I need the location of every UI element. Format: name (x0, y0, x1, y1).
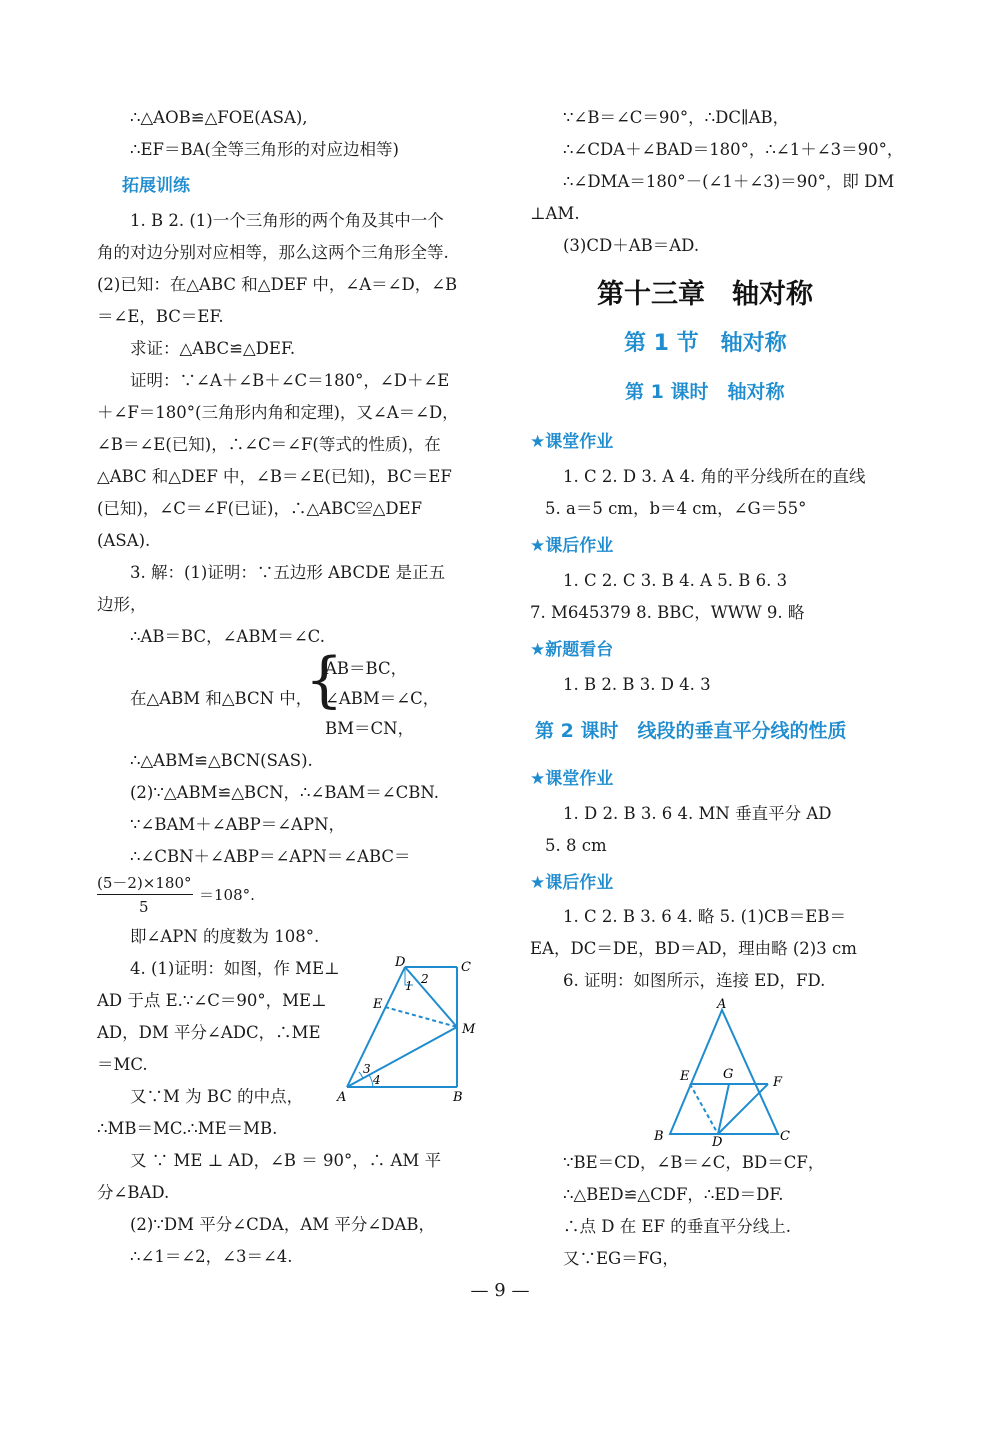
text-line: 又∵M 为 BC 的中点， (130, 1087, 304, 1106)
label-angle-4: 4 (373, 1073, 381, 1087)
fraction-108 (97, 872, 317, 922)
text-line: ∴∠1＝∠2，∠3＝∠4. (130, 1247, 293, 1266)
triangle-figure (650, 998, 800, 1148)
text-line: 证明：∵∠A＋∠B＋∠C＝180°，∠D＋∠E (130, 371, 450, 390)
text-line: 6. 证明：如图所示，连接 ED，FD. (563, 971, 826, 990)
page-number: — 9 — (470, 1280, 530, 1301)
text-line: (3)CD＋AB＝AD. (563, 236, 700, 255)
label-e: E (373, 997, 383, 1012)
text-line: (2)∵△ABM≌△BCN，∴∠BAM＝∠CBN. (130, 783, 439, 802)
text-line: ＝MC. (97, 1055, 148, 1074)
label-m: M (462, 1022, 476, 1037)
label-angle-1: 1 (405, 979, 413, 993)
text-line: AD，DM 平分∠ADC，∴ME (97, 1023, 321, 1042)
text-line: ∴△ABM≌△BCN(SAS). (130, 751, 313, 770)
system-line: BM＝CN， (325, 719, 415, 738)
system-prefix: 在△ABM 和△BCN 中， (130, 689, 313, 708)
fraction-bar (97, 894, 193, 895)
heading-classwork: ★课堂作业 (530, 769, 614, 789)
heading-homework: ★课后作业 (530, 536, 614, 556)
label-angle-3: 3 (363, 1062, 371, 1076)
text-line: 1. C 2. C 3. B 4. A 5. B 6. 3 (563, 571, 788, 590)
section-title: 第 1 节 轴对称 (624, 331, 787, 356)
label-b: B (654, 1129, 664, 1144)
text-line: 5. 8 cm (545, 836, 607, 855)
text-line: 又 ∵ ME ⊥ AD，∠B ＝ 90°，∴ AM 平 (130, 1151, 442, 1170)
text-line: ＋∠F＝180°(三角形内角和定理)，又∠A＝∠D， (97, 403, 459, 422)
text-line: 即∠APN 的度数为 108°. (130, 927, 320, 946)
text-line: ∵∠B＝∠C＝90°，∴DC∥AB， (563, 108, 790, 127)
text-line: 4. (1)证明：如图，作 ME⊥ (130, 959, 340, 978)
system-line: ∠ABM＝∠C， (325, 689, 440, 708)
text-line: 3. 解：(1)证明：∵五边形 ABCDE 是正五 (130, 563, 446, 582)
segment-me (385, 1007, 457, 1027)
text-line: AD 于点 E.∵∠C＝90°，ME⊥ (97, 991, 327, 1010)
text-line: ∵BE＝CD，∠B＝∠C，BD＝CF， (563, 1153, 825, 1172)
segment-am (347, 1027, 457, 1087)
segment-gd (718, 1084, 729, 1134)
lesson-2-title: 第 2 课时 线段的垂直平分线的性质 (535, 720, 847, 742)
text-line: 又∵EG＝FG， (563, 1249, 679, 1268)
label-d: D (395, 955, 406, 970)
text-line: ⊥AM. (530, 204, 580, 223)
fraction-numerator: (5－2)×180° (97, 874, 192, 892)
text-line: ∵∠BAM＋∠ABP＝∠APN， (130, 815, 346, 834)
label-b: B (453, 1090, 463, 1105)
label-f: F (773, 1075, 783, 1090)
label-c: C (780, 1129, 790, 1144)
text-line: 1. B 2. B 3. D 4. 3 (563, 675, 711, 694)
text-line: (ASA). (97, 531, 151, 550)
segment-dm (405, 967, 457, 1027)
text-line: ∴MB＝MC.∴ME＝MB. (97, 1119, 278, 1138)
text-line: ＝∠E，BC＝EF. (97, 307, 224, 326)
label-e: E (680, 1069, 690, 1084)
text-line: 5. a＝5 cm，b＝4 cm，∠G＝55° (545, 499, 807, 518)
trapezoid-figure (335, 955, 485, 1105)
lesson-1-title: 第 1 课时 轴对称 (625, 381, 785, 403)
heading-classwork: ★课堂作业 (530, 432, 614, 452)
text-line: 1. D 2. B 3. 6 4. MN 垂直平分 AD (563, 804, 832, 823)
heading-new-questions: ★新题看台 (530, 640, 614, 660)
text-line: (已知)，∠C＝∠F(已证)，∴△ABC≌△DEF (97, 499, 423, 518)
segment-ed (690, 1084, 718, 1134)
text-line: 1. B 2. (1)一个三角形的两个角及其中一个 (130, 211, 444, 230)
label-a: A (717, 998, 727, 1012)
text-line: ∴△BED≌△CDF，∴ED＝DF. (563, 1185, 784, 1204)
text-line: △ABC 和△DEF 中，∠B＝∠E(已知)，BC＝EF (97, 467, 452, 486)
heading-extension-training: 拓展训练 (122, 176, 190, 196)
text-line: ∴EF＝BA(全等三角形的对应边相等) (130, 140, 399, 159)
text-line: EA，DC＝DE，BD＝AD，理由略 (2)3 cm (530, 939, 857, 958)
text-line: ∴∠CBN＋∠ABP＝∠APN＝∠ABC＝ (130, 847, 411, 866)
text-line: ∴△AOB≌△FOE(ASA), (130, 108, 308, 127)
fraction-result: ＝108°. (199, 886, 255, 904)
edge-da (347, 967, 405, 1087)
label-c: C (461, 960, 471, 975)
text-line: 1. C 2. B 3. 6 4. 略 5. (1)CB＝EB＝ (563, 907, 846, 926)
brace: { (305, 645, 344, 715)
text-line: ∴AB＝BC，∠ABM＝∠C. (130, 627, 325, 646)
text-line: 分∠BAD. (97, 1183, 170, 1202)
text-line: 角的对边分别对应相等，那么这两个三角形全等. (97, 243, 449, 262)
label-a: A (337, 1090, 347, 1105)
text-line: ∴∠CDA＋∠BAD＝180°，∴∠1＋∠3＝90°， (563, 140, 904, 159)
text-line: 7. M645379 8. BBC，WWW 9. 略 (530, 603, 805, 622)
segment-fd (718, 1084, 768, 1134)
text-line: 1. C 2. D 3. A 4. 角的平分线所在的直线 (563, 467, 866, 486)
text-line: ∴∠DMA＝180°－(∠1＋∠3)＝90°，即 DM (563, 172, 895, 191)
label-angle-2: 2 (421, 972, 429, 986)
heading-homework: ★课后作业 (530, 873, 614, 893)
label-g: G (723, 1067, 734, 1082)
text-line: 边形， (97, 595, 147, 614)
text-line: ∴点 D 在 EF 的垂直平分线上. (563, 1217, 791, 1236)
text-line: (2)∵DM 平分∠CDA，AM 平分∠DAB， (130, 1215, 435, 1234)
label-d: D (712, 1135, 723, 1148)
text-line: 求证：△ABC≌△DEF. (130, 339, 296, 358)
system-line: AB＝BC， (325, 659, 408, 678)
text-line: ∠B＝∠E(已知)，∴∠C＝∠F(等式的性质)，在 (97, 435, 441, 454)
chapter-title: 第十三章 轴对称 (597, 279, 813, 310)
text-line: (2)已知：在△ABC 和△DEF 中，∠A＝∠D，∠B (97, 275, 458, 294)
fraction-denominator: 5 (139, 898, 149, 916)
